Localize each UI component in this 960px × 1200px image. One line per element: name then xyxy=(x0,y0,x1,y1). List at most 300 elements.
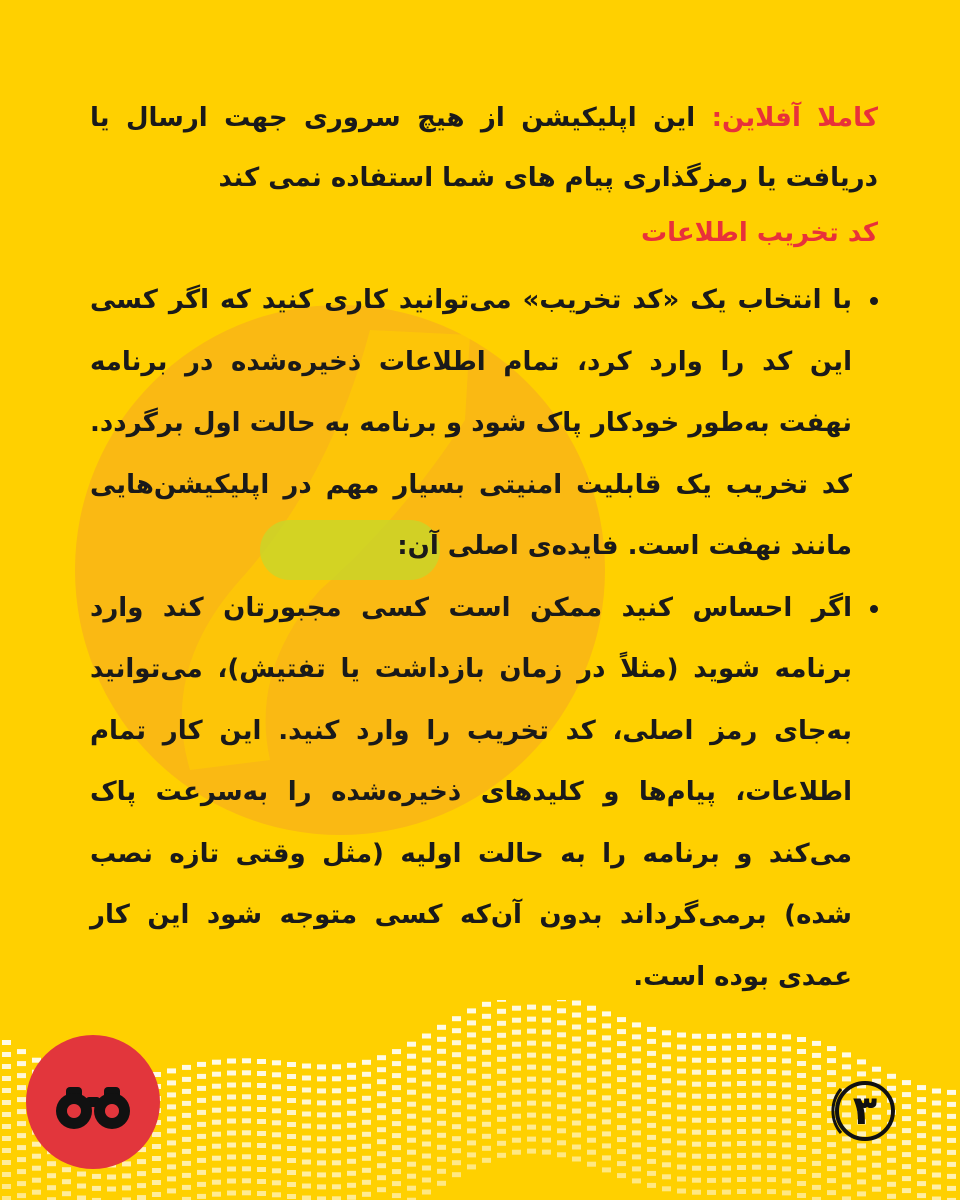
binoculars-icon xyxy=(26,1035,160,1169)
wave-dash xyxy=(362,1084,371,1089)
wave-dash xyxy=(722,1190,731,1195)
wave-dash xyxy=(497,1129,506,1134)
wave-dash xyxy=(2,1124,11,1129)
wave-dash xyxy=(182,1161,191,1166)
wave-dash xyxy=(782,1190,791,1195)
wave-dash xyxy=(617,1161,626,1166)
wave-dash xyxy=(722,1034,731,1039)
wave-dash xyxy=(902,1104,911,1109)
wave-dash xyxy=(242,1178,251,1183)
wave-dash xyxy=(722,1094,731,1099)
wave-dash xyxy=(467,1020,476,1025)
wave-dash xyxy=(272,1132,281,1137)
wave-dash xyxy=(707,1082,716,1087)
wave-dash xyxy=(482,1014,491,1019)
wave-dash xyxy=(677,1033,686,1038)
wave-dash xyxy=(707,1046,716,1051)
wave-dash xyxy=(572,1157,581,1162)
wave-dash xyxy=(617,1089,626,1094)
wave-dash xyxy=(407,1066,416,1071)
wave-dash xyxy=(467,1056,476,1061)
wave-dash xyxy=(587,1162,596,1167)
wave-dash xyxy=(707,1118,716,1123)
wave-dash xyxy=(932,1089,941,1094)
wave-dash xyxy=(242,1154,251,1159)
wave-dash xyxy=(752,1141,761,1146)
wave-dash xyxy=(317,1076,326,1081)
wave-dash xyxy=(647,1123,656,1128)
wave-dash xyxy=(362,1144,371,1149)
wave-dash xyxy=(122,1173,131,1178)
wave-dash xyxy=(647,1099,656,1104)
wave-dash xyxy=(17,1145,26,1150)
wave-dash xyxy=(347,1135,356,1140)
wave-dash xyxy=(542,1138,551,1143)
wave-dash xyxy=(497,1009,506,1014)
wave-dash xyxy=(677,1069,686,1074)
wave-dash xyxy=(632,1142,641,1147)
wave-dash xyxy=(242,1058,251,1063)
wave-dash xyxy=(332,1064,341,1069)
wave-dash xyxy=(722,1070,731,1075)
wave-dash xyxy=(197,1170,206,1175)
wave-dash xyxy=(512,1018,521,1023)
wave-dash xyxy=(182,1149,191,1154)
wave-dash xyxy=(767,1069,776,1074)
wave-dash xyxy=(227,1095,236,1100)
wave-dash xyxy=(917,1121,926,1126)
wave-dash xyxy=(437,1109,446,1114)
wave-dash xyxy=(497,1069,506,1074)
wave-dash xyxy=(917,1157,926,1162)
wave-dash xyxy=(32,1190,41,1195)
wave-dash xyxy=(782,1106,791,1111)
wave-dash xyxy=(347,1075,356,1080)
wave-dash xyxy=(437,1145,446,1150)
wave-dash xyxy=(842,1160,851,1165)
wave-dash xyxy=(947,1114,956,1119)
wave-dash xyxy=(557,1020,566,1025)
wave-dash xyxy=(377,1115,386,1120)
wave-dash xyxy=(242,1118,251,1123)
wave-dash xyxy=(617,1017,626,1022)
wave-dash xyxy=(152,1192,161,1197)
wave-dash xyxy=(797,1121,806,1126)
wave-dash xyxy=(752,1153,761,1158)
wave-dash xyxy=(602,1107,611,1112)
wave-dash xyxy=(917,1169,926,1174)
wave-dash xyxy=(602,1143,611,1148)
wave-dash xyxy=(407,1162,416,1167)
wave-dash xyxy=(482,1134,491,1139)
wave-dash xyxy=(647,1027,656,1032)
wave-dash xyxy=(542,1126,551,1131)
wave-dash xyxy=(272,1156,281,1161)
wave-dash xyxy=(782,1058,791,1063)
wave-dash xyxy=(452,1124,461,1129)
wave-dash xyxy=(467,1080,476,1085)
wave-dash xyxy=(497,1141,506,1146)
wave-dash xyxy=(347,1087,356,1092)
wave-dash xyxy=(722,1118,731,1123)
wave-dash xyxy=(317,1112,326,1117)
wave-dash xyxy=(737,1033,746,1038)
wave-dash xyxy=(317,1160,326,1165)
wave-dash xyxy=(662,1186,671,1191)
wave-dash xyxy=(137,1195,146,1200)
wave-dash xyxy=(692,1142,701,1147)
wave-dash xyxy=(662,1066,671,1071)
wave-dash xyxy=(257,1131,266,1136)
wave-dash xyxy=(362,1096,371,1101)
wave-dash xyxy=(317,1088,326,1093)
wave-dash xyxy=(662,1102,671,1107)
wave-dash xyxy=(197,1146,206,1151)
wave-dash xyxy=(362,1060,371,1065)
wave-dash xyxy=(257,1179,266,1184)
wave-dash xyxy=(317,1064,326,1069)
wave-dash xyxy=(677,1165,686,1170)
wave-dash xyxy=(272,1096,281,1101)
wave-dash xyxy=(692,1166,701,1171)
wave-dash xyxy=(662,1030,671,1035)
wave-dash xyxy=(497,1117,506,1122)
wave-dash xyxy=(272,1060,281,1065)
wave-dash xyxy=(722,1154,731,1159)
wave-dash xyxy=(2,1040,11,1045)
wave-dash xyxy=(617,1137,626,1142)
wave-dash xyxy=(467,1116,476,1121)
wave-dash xyxy=(302,1100,311,1105)
wave-dash xyxy=(77,1172,86,1177)
wave-dash xyxy=(707,1154,716,1159)
wave-dash xyxy=(932,1113,941,1118)
wave-dash xyxy=(767,1117,776,1122)
wave-dash xyxy=(587,1054,596,1059)
wave-dash xyxy=(557,1008,566,1013)
wave-dash xyxy=(767,1141,776,1146)
wave-dash xyxy=(482,1050,491,1055)
wave-dash xyxy=(452,1136,461,1141)
wave-dash xyxy=(887,1170,896,1175)
wave-dash xyxy=(527,1089,536,1094)
wave-dash xyxy=(677,1141,686,1146)
wave-dash xyxy=(542,1114,551,1119)
wave-dash xyxy=(662,1126,671,1131)
wave-dash xyxy=(482,1038,491,1043)
wave-dash xyxy=(392,1109,401,1114)
wave-dash xyxy=(527,1101,536,1106)
wave-dash xyxy=(632,1130,641,1135)
wave-dash xyxy=(632,1046,641,1051)
wave-dash xyxy=(497,1045,506,1050)
wave-dash xyxy=(182,1101,191,1106)
wave-dash xyxy=(857,1179,866,1184)
wave-dash xyxy=(302,1076,311,1081)
wave-dash xyxy=(212,1060,221,1065)
wave-dash xyxy=(482,1086,491,1091)
wave-dash xyxy=(137,1183,146,1188)
wave-dash xyxy=(737,1177,746,1182)
wave-dash xyxy=(182,1065,191,1070)
wave-dash xyxy=(707,1106,716,1111)
wave-dash xyxy=(467,1128,476,1133)
wave-dash xyxy=(167,1140,176,1145)
wave-dash xyxy=(932,1101,941,1106)
wave-dash xyxy=(602,1095,611,1100)
wave-dash xyxy=(872,1175,881,1180)
wave-dash xyxy=(227,1107,236,1112)
wave-dash xyxy=(617,1065,626,1070)
wave-dash xyxy=(467,1044,476,1049)
wave-dash xyxy=(782,1130,791,1135)
wave-dash xyxy=(17,1109,26,1114)
wave-dash xyxy=(332,1184,341,1189)
wave-dash xyxy=(572,1025,581,1030)
page-number-badge xyxy=(829,1075,901,1147)
wave-dash xyxy=(17,1085,26,1090)
wave-dash xyxy=(812,1149,821,1154)
bullet-list xyxy=(90,270,878,1008)
wave-dash xyxy=(452,1088,461,1093)
wave-dash xyxy=(422,1094,431,1099)
wave-dash xyxy=(362,1072,371,1077)
wave-dash xyxy=(407,1054,416,1059)
wave-dash xyxy=(632,1070,641,1075)
wave-dash xyxy=(197,1122,206,1127)
wave-dash xyxy=(662,1174,671,1179)
wave-dash xyxy=(737,1165,746,1170)
wave-dash xyxy=(557,1044,566,1049)
wave-dash xyxy=(2,1184,11,1189)
wave-dash xyxy=(797,1097,806,1102)
wave-dash xyxy=(227,1131,236,1136)
wave-dash xyxy=(647,1051,656,1056)
wave-dash xyxy=(422,1178,431,1183)
wave-dash xyxy=(512,1054,521,1059)
wave-dash xyxy=(467,1092,476,1097)
wave-dash xyxy=(77,1184,86,1189)
wave-dash xyxy=(227,1167,236,1172)
wave-dash xyxy=(572,1037,581,1042)
wave-dash xyxy=(797,1181,806,1186)
wave-dash xyxy=(392,1085,401,1090)
wave-dash xyxy=(167,1068,176,1073)
wave-dash xyxy=(422,1082,431,1087)
wave-dash xyxy=(677,1189,686,1194)
wave-dash xyxy=(932,1185,941,1190)
wave-dash xyxy=(812,1125,821,1130)
wave-dash xyxy=(212,1120,221,1125)
wave-dash xyxy=(2,1076,11,1081)
wave-dash xyxy=(77,1196,86,1200)
wave-dash xyxy=(647,1063,656,1068)
wave-dash xyxy=(647,1111,656,1116)
wave-dash xyxy=(377,1127,386,1132)
wave-dash xyxy=(392,1049,401,1054)
wave-dash xyxy=(347,1159,356,1164)
binoculars-logo xyxy=(26,1035,160,1169)
wave-dash xyxy=(692,1058,701,1063)
wave-dash xyxy=(407,1126,416,1131)
wave-dash xyxy=(677,1081,686,1086)
wave-dash xyxy=(677,1177,686,1182)
wave-dash xyxy=(917,1109,926,1114)
wave-dash xyxy=(947,1090,956,1095)
wave-dash xyxy=(662,1042,671,1047)
wave-dash xyxy=(497,1033,506,1038)
wave-dash xyxy=(302,1196,311,1200)
wave-dash xyxy=(242,1190,251,1195)
wave-dash xyxy=(797,1049,806,1054)
wave-dash xyxy=(737,1093,746,1098)
wave-dash xyxy=(362,1168,371,1173)
wave-dash xyxy=(767,1093,776,1098)
wave-dash xyxy=(752,1093,761,1098)
wave-dash xyxy=(452,1028,461,1033)
wave-dash xyxy=(332,1160,341,1165)
wave-dash xyxy=(2,1196,11,1200)
wave-dash xyxy=(197,1062,206,1067)
wave-dash xyxy=(602,1059,611,1064)
wave-dash xyxy=(332,1124,341,1129)
wave-dash xyxy=(152,1180,161,1185)
wave-dash xyxy=(422,1106,431,1111)
wave-dash xyxy=(767,1057,776,1062)
wave-dash xyxy=(707,1190,716,1195)
wave-dash xyxy=(182,1173,191,1178)
wave-dash xyxy=(482,1110,491,1115)
wave-dash xyxy=(347,1183,356,1188)
wave-dash xyxy=(632,1058,641,1063)
wave-dash xyxy=(827,1190,836,1195)
wave-dash xyxy=(767,1129,776,1134)
wave-dash xyxy=(677,1129,686,1134)
wave-dash xyxy=(902,1140,911,1145)
wave-dash xyxy=(287,1074,296,1079)
wave-dash xyxy=(512,1150,521,1155)
wave-dash xyxy=(182,1125,191,1130)
wave-dash xyxy=(167,1092,176,1097)
wave-dash xyxy=(527,1017,536,1022)
wave-dash xyxy=(587,1102,596,1107)
wave-dash xyxy=(842,1172,851,1177)
wave-dash xyxy=(467,1032,476,1037)
wave-dash xyxy=(857,1191,866,1196)
wave-dash xyxy=(647,1039,656,1044)
wave-dash xyxy=(257,1155,266,1160)
wave-dash xyxy=(512,1090,521,1095)
wave-dash xyxy=(512,1066,521,1071)
wave-dash xyxy=(257,1059,266,1064)
wave-dash xyxy=(872,1151,881,1156)
wave-dash xyxy=(947,1150,956,1155)
wave-dash xyxy=(512,1126,521,1131)
wave-dash xyxy=(167,1188,176,1193)
wave-dash xyxy=(287,1146,296,1151)
wave-dash xyxy=(602,1035,611,1040)
wave-dash xyxy=(857,1155,866,1160)
wave-dash xyxy=(617,1101,626,1106)
intro-highlight: کاملا آفلاین: xyxy=(711,103,879,133)
wave-dash xyxy=(392,1133,401,1138)
wave-dash xyxy=(407,1090,416,1095)
wave-dash xyxy=(902,1152,911,1157)
wave-dash xyxy=(497,1153,506,1158)
wave-dash xyxy=(317,1100,326,1105)
wave-dash xyxy=(632,1082,641,1087)
wave-dash xyxy=(692,1034,701,1039)
wave-dash xyxy=(797,1085,806,1090)
wave-dash xyxy=(782,1178,791,1183)
wave-dash xyxy=(17,1157,26,1162)
wave-dash xyxy=(647,1183,656,1188)
wave-dash xyxy=(167,1152,176,1157)
wave-dash xyxy=(17,1073,26,1078)
wave-dash xyxy=(392,1169,401,1174)
wave-dash xyxy=(797,1193,806,1198)
wave-dash xyxy=(437,1025,446,1030)
intro-paragraph xyxy=(90,88,878,208)
wave-dash xyxy=(92,1174,101,1179)
wave-dash xyxy=(932,1173,941,1178)
wave-dash xyxy=(647,1135,656,1140)
wave-dash xyxy=(47,1173,56,1178)
wave-dash xyxy=(587,1150,596,1155)
wave-dash xyxy=(272,1120,281,1125)
wave-dash xyxy=(752,1117,761,1122)
wave-dash xyxy=(752,1105,761,1110)
wave-dash xyxy=(677,1045,686,1050)
wave-dash xyxy=(617,1029,626,1034)
wave-dash xyxy=(497,1093,506,1098)
wave-dash xyxy=(827,1046,836,1051)
wave-dash xyxy=(572,1109,581,1114)
wave-dash xyxy=(332,1112,341,1117)
wave-dash xyxy=(422,1070,431,1075)
wave-dash xyxy=(947,1162,956,1167)
wave-dash xyxy=(377,1103,386,1108)
wave-dash xyxy=(737,1069,746,1074)
wave-dash xyxy=(377,1151,386,1156)
wave-dash xyxy=(767,1177,776,1182)
wave-dash xyxy=(332,1172,341,1177)
wave-dash xyxy=(677,1093,686,1098)
wave-dash xyxy=(332,1100,341,1105)
wave-dash xyxy=(17,1061,26,1066)
wave-dash xyxy=(947,1102,956,1107)
wave-dash xyxy=(437,1181,446,1186)
wave-dash xyxy=(62,1179,71,1184)
wave-dash xyxy=(707,1178,716,1183)
wave-dash xyxy=(677,1105,686,1110)
wave-dash xyxy=(377,1055,386,1060)
wave-dash xyxy=(422,1154,431,1159)
wave-dash xyxy=(902,1176,911,1181)
wave-dash xyxy=(932,1149,941,1154)
wave-dash xyxy=(527,1077,536,1082)
wave-dash xyxy=(287,1086,296,1091)
wave-dash xyxy=(512,1138,521,1143)
wave-dash xyxy=(947,1174,956,1179)
wave-dash xyxy=(752,1177,761,1182)
wave-dash xyxy=(587,1126,596,1131)
wave-dash xyxy=(782,1142,791,1147)
wave-dash xyxy=(707,1058,716,1063)
wave-dash xyxy=(812,1101,821,1106)
wave-dash xyxy=(467,1140,476,1145)
wave-dash xyxy=(287,1194,296,1199)
